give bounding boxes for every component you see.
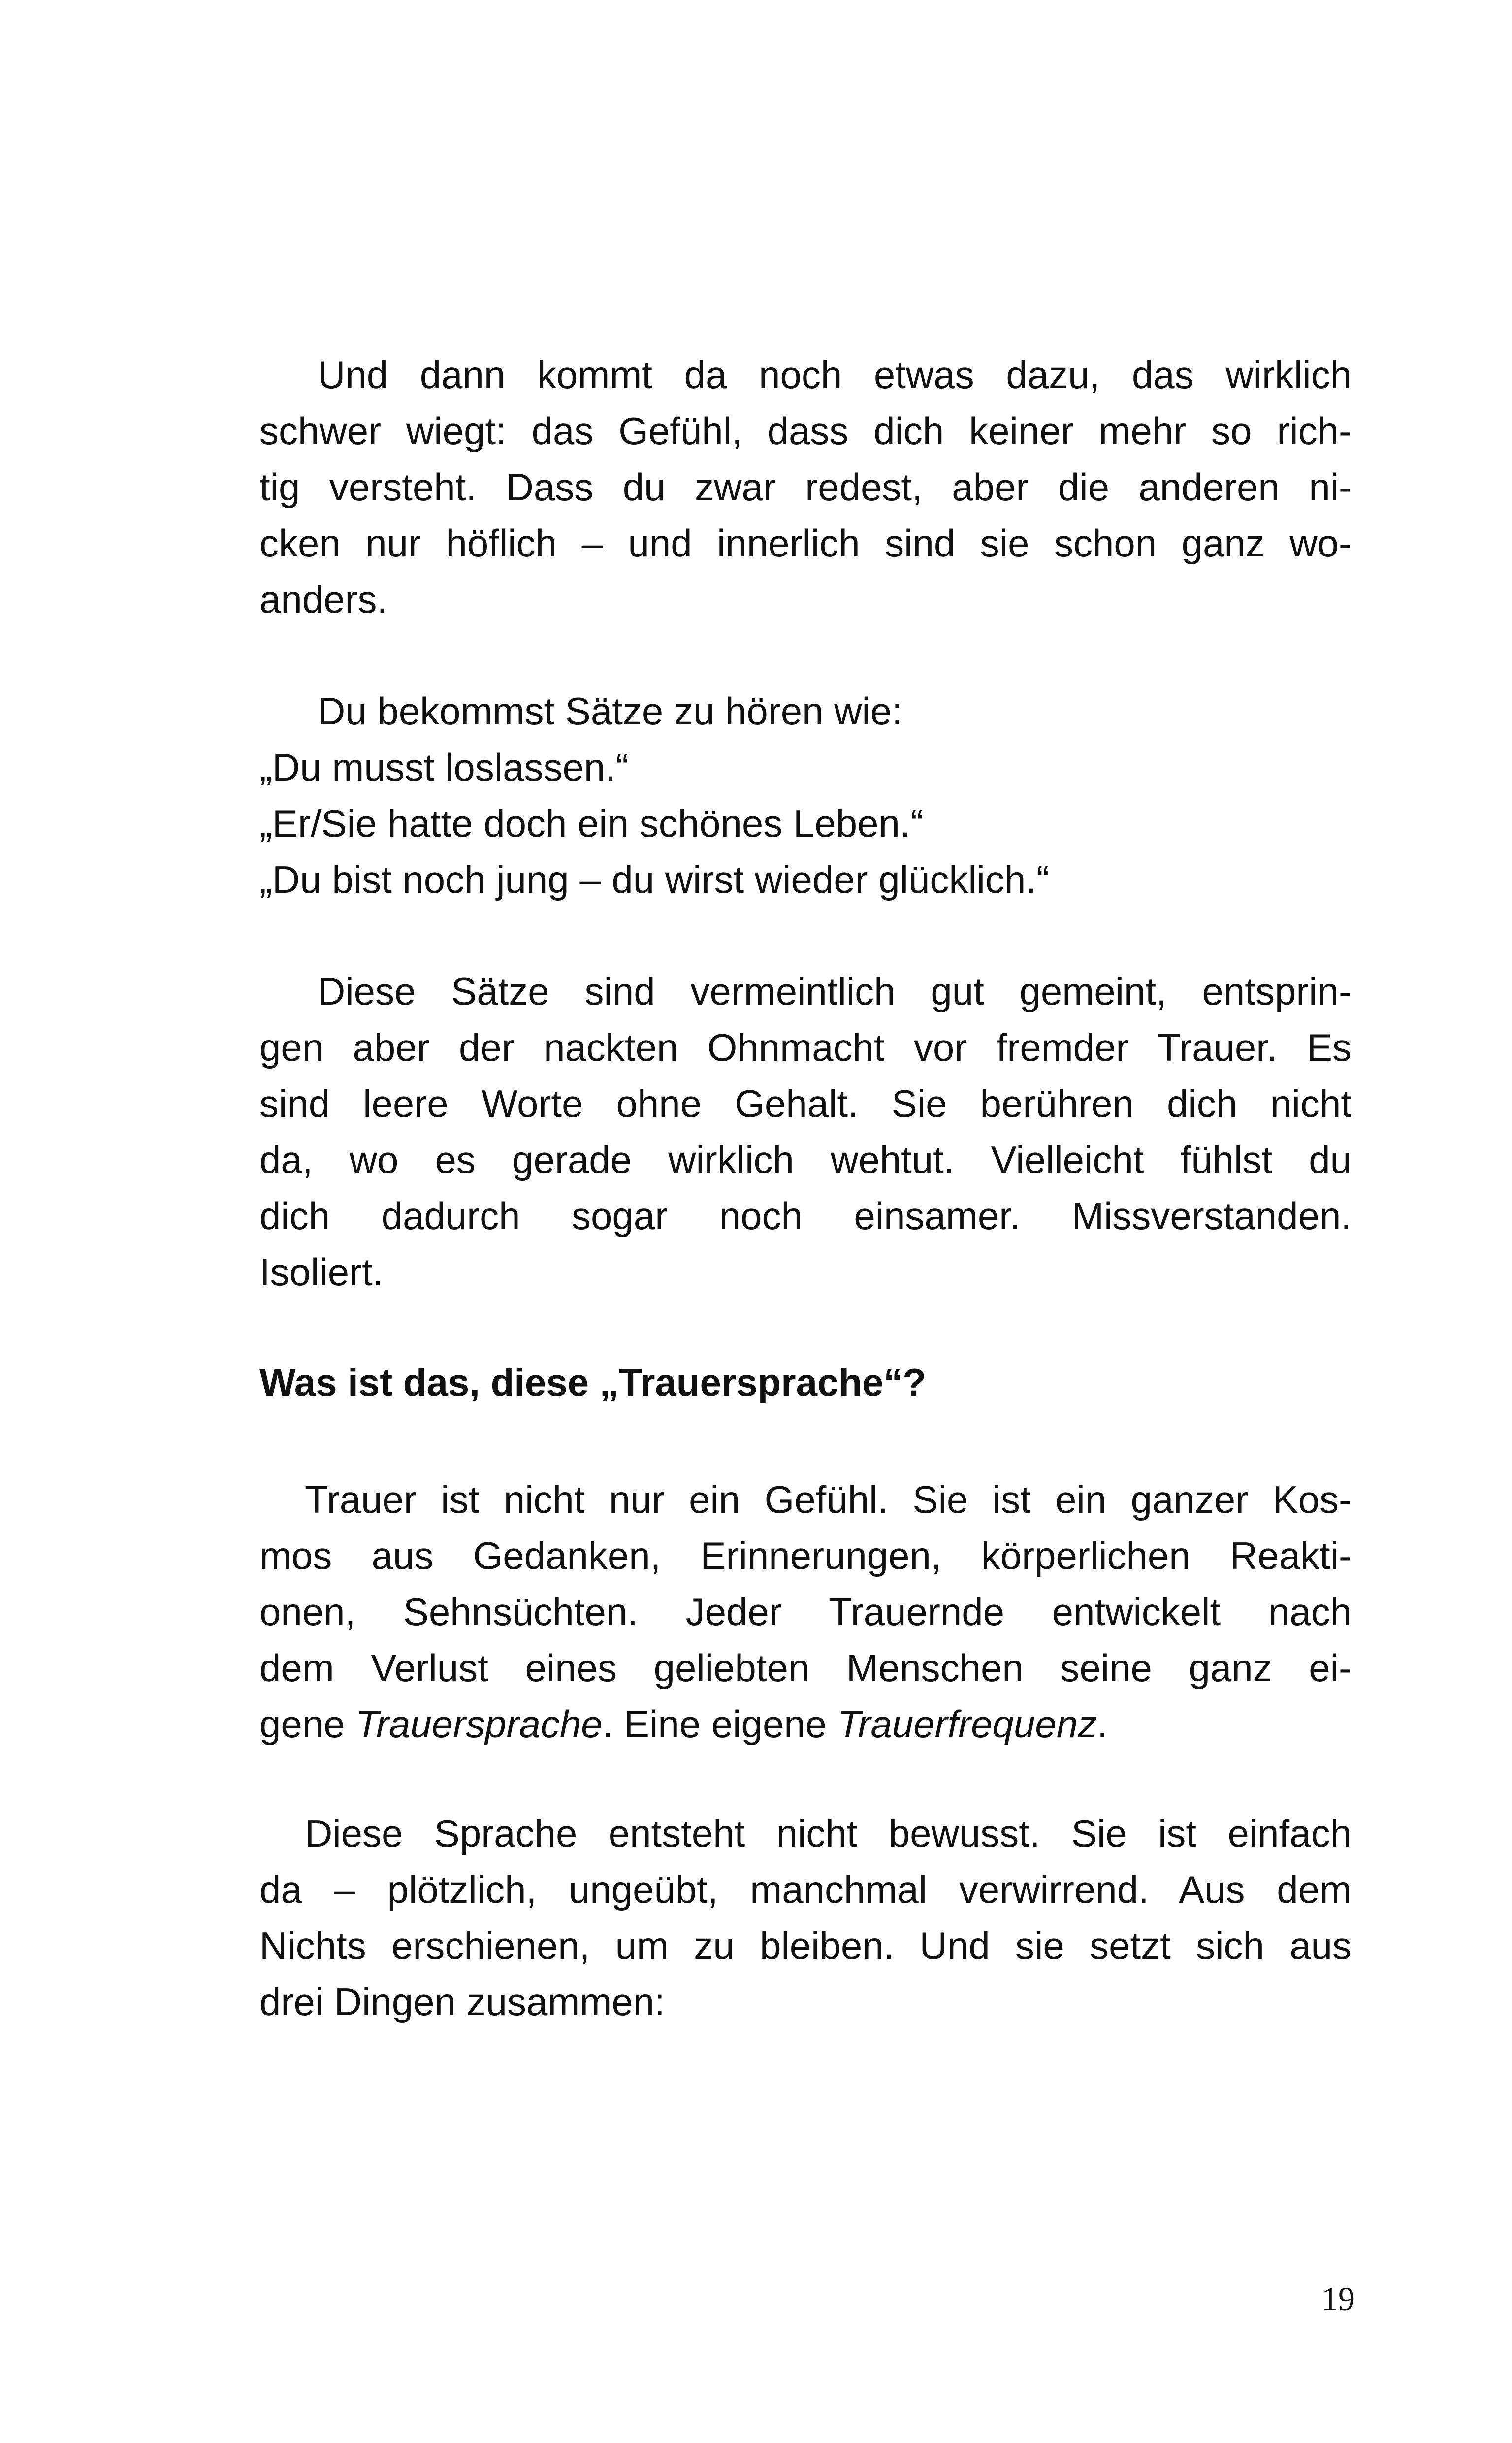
text-line: Diese Sätze sind vermeintlich gut gemeint, entsprin-	[318, 970, 1351, 1013]
text-line	[259, 1696, 1351, 1752]
text-line: Isoliert.	[259, 1250, 384, 1294]
paragraph-phrases	[259, 683, 1351, 908]
text-fragment: .	[1097, 1702, 1108, 1746]
page-number: 19	[1321, 2280, 1355, 2317]
text-line: da – plötzlich, ungeübt, manchmal verwirrend. Aus dem	[259, 1868, 1351, 1911]
text-fragment: . Eine eigene	[602, 1702, 837, 1746]
text-line: Diese Sprache entsteht nicht bewusst. Sie ist einfach	[305, 1812, 1351, 1855]
quote-line: „Du bist noch jung – du wirst wieder glücklich.“	[259, 858, 1050, 901]
text-line: cken nur höflich – und innerlich sind sie schon ganz wo-	[259, 521, 1351, 565]
text-line: da, wo es gerade wirklich wehtut. Vielleicht fühlst du	[259, 1138, 1351, 1181]
text-line: mos aus Gedanken, Erinnerungen, körperlichen Reakti-	[259, 1534, 1351, 1577]
quote-line: „Er/Sie hatte doch ein schönes Leben.“	[259, 802, 924, 845]
text-line: gen aber der nackten Ohnmacht vor fremder Trauer. Es	[259, 1026, 1351, 1069]
text-line: Nichts erschienen, um zu bleiben. Und sie setzt sich aus	[259, 1924, 1351, 1967]
italic-term-trauerfrequenz: Trauerfrequenz	[837, 1702, 1097, 1746]
text-line: dem Verlust eines geliebten Menschen seine ganz ei-	[259, 1646, 1351, 1690]
text-line: dich dadurch sogar noch einsamer. Missverstanden.	[259, 1194, 1351, 1238]
text-line: sind leere Worte ohne Gehalt. Sie berühren dich nicht	[259, 1082, 1351, 1125]
paragraph-misunderstood	[259, 347, 1351, 627]
italic-term-trauersprache: Trauersprache	[355, 1702, 603, 1746]
section-heading: Was ist das, diese „Trauersprache“?	[259, 1361, 926, 1404]
paragraph-grief-language	[259, 1471, 1351, 1752]
text-line: onen, Sehnsüchten. Jeder Trauernde entwickelt nach	[259, 1590, 1351, 1633]
text-fragment: gene	[259, 1702, 356, 1746]
text-line: Trauer ist nicht nur ein Gefühl. Sie ist ein ganzer Kos-	[305, 1478, 1351, 1521]
text-line: Und dann kommt da noch etwas dazu, das wirklich	[318, 353, 1351, 396]
quote-line: „Du musst loslassen.“	[259, 746, 629, 789]
text-line: tig versteht. Dass du zwar redest, aber die anderen ni-	[259, 465, 1351, 509]
paragraph-empty-words	[259, 963, 1351, 1300]
text-line: schwer wiegt: das Gefühl, dass dich keiner mehr so rich-	[259, 409, 1351, 453]
text-line: Du bekommst Sätze zu hören wie:	[318, 689, 902, 733]
text-line: drei Dingen zusammen:	[259, 1980, 665, 2023]
text-line: anders.	[259, 578, 388, 621]
paragraph-origin	[259, 1805, 1351, 2030]
